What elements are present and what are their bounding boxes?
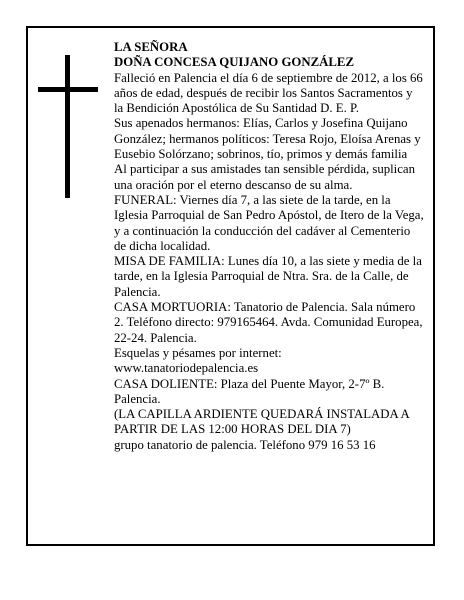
cross-icon <box>38 55 98 198</box>
family-list: Sus apenados hermanos: Elías, Carlos y Josefina Quijano González; hermanos políticos: Teresa Rojo, Eloísa Arenas y Eusebio Solórzano; sobrinos, tío, primos y demás familia <box>114 116 421 162</box>
cross-horizontal-bar <box>38 87 98 92</box>
condolences-info: Esquelas y pésames por internet: www.tanatoriodepalencia.es <box>114 345 282 376</box>
footer-credit: grupo tanatorio de palencia. Teléfono 979 16 53 16 <box>114 437 376 452</box>
chapel-notice: (LA CAPILLA ARDIENTE QUEDARÁ INSTALADA A PARTIR DE LAS 12:00 HORAS DEL DIA 7) <box>114 407 410 437</box>
funeral-info: FUNERAL: Viernes día 7, a las siete de la tarde, en la Iglesia Parroquial de San Pedro Apóstol, de Itero de la Vega, y a continuación la conducción del cadáver al Cementerio de dicha localidad. <box>114 192 424 253</box>
family-mass-info: MISA DE FAMILIA: Lunes día 10, a las siete y media de la tarde, en la Iglesia Parroquial de Ntra. Sra. de la Calle, de Palencia. <box>114 254 422 299</box>
cross-vertical-bar <box>65 55 70 198</box>
obituary-text <box>114 40 424 453</box>
mortuary-info: CASA MORTUORIA: Tanatorio de Palencia. Sala número 2. Teléfono directo: 979165464. Avda. Comunidad Europea, 22-24. Palencia. <box>114 300 423 345</box>
obituary-frame <box>26 26 435 546</box>
death-notice: Falleció en Palencia el día 6 de septiembre de 2012, a los 66 años de edad, después de recibir los Santos Sacramentos y la Bendición Apostólica de Su Santidad D. E. P. <box>114 70 423 116</box>
prayer-request: Al participar a sus amistades tan sensible pérdida, suplican una oración por el eterno descanso de su alma. <box>114 162 415 192</box>
heading-line-1: LA SEÑORA <box>114 40 188 54</box>
mourning-home-info: CASA DOLIENTE: Plaza del Puente Mayor, 2-7º B. Palencia. <box>114 376 385 406</box>
deceased-name: DOÑA CONCESA QUIJANO GONZÁLEZ <box>114 55 354 70</box>
